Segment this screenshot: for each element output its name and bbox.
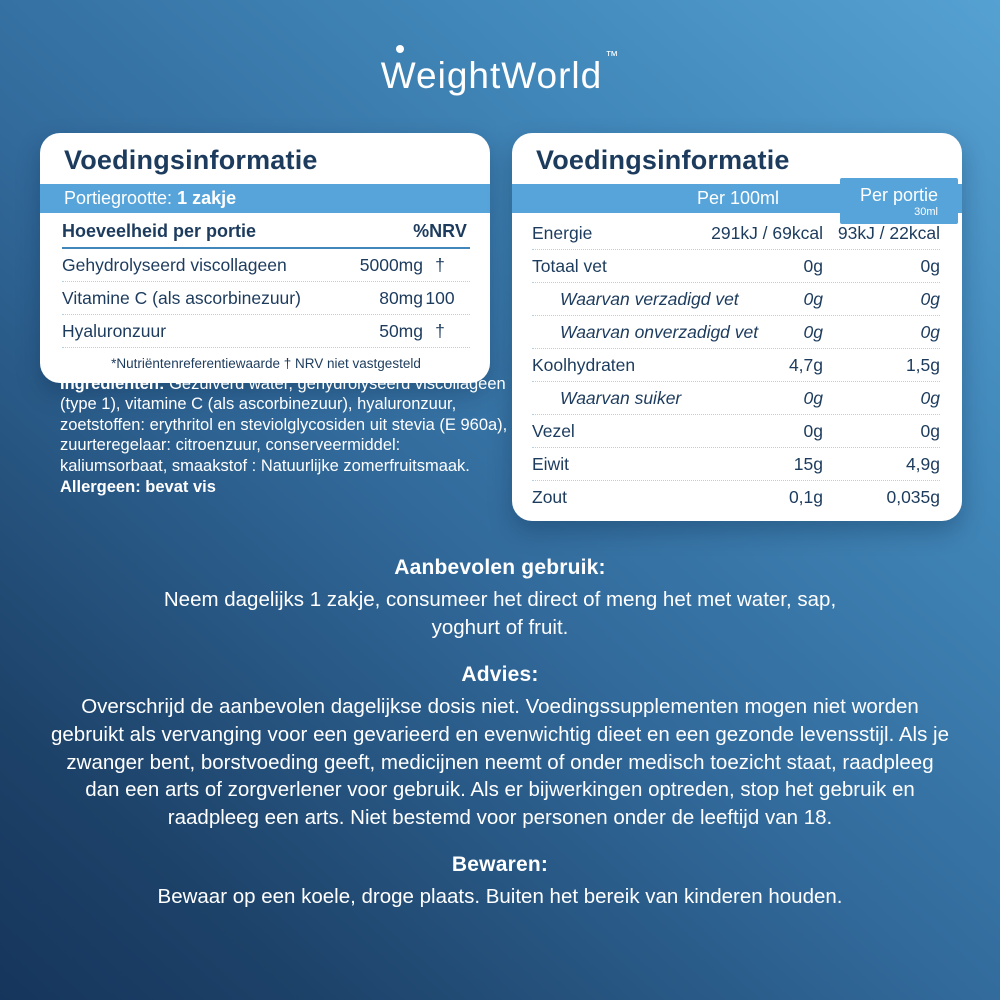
section-body: Neem dagelijks 1 zakje, consumeer het direct of meng het met water, sap, yoghurt of fruit.	[163, 588, 837, 639]
info-section	[40, 663, 960, 832]
serving-size-label: Portiegrootte:	[64, 188, 173, 208]
nutrition-name: Totaal vet	[532, 255, 607, 276]
value-per-100ml: 0,1g	[788, 486, 823, 507]
nutrient-amount: 50mg	[379, 320, 423, 341]
value-per-portion: 0g	[920, 255, 940, 276]
brand-wordmark	[381, 48, 619, 97]
nutrition-row	[532, 349, 940, 382]
right-nutrition-table	[512, 215, 962, 521]
nutrient-row	[62, 282, 470, 315]
section-heading: Bewaren:	[451, 853, 549, 877]
nutrition-row	[532, 283, 940, 316]
nrv-footnote: *Nutriëntenreferentiewaarde † NRV niet vastgesteld	[111, 356, 421, 371]
logo-person-dot-icon	[396, 45, 404, 53]
info-section	[40, 556, 960, 642]
value-per-portion: 0g	[920, 420, 940, 441]
nutrient-row	[62, 315, 470, 348]
usage-info-sections	[40, 556, 960, 932]
nutrition-name: Koolhydraten	[532, 354, 636, 375]
nrv-header: %NRV	[413, 221, 467, 241]
serving-size-bar	[40, 184, 490, 213]
allergen-statement: Allergeen: bevat vis	[60, 478, 216, 497]
nutrition-name: Waarvan verzadigd vet	[560, 288, 739, 309]
nutrition-row	[532, 481, 940, 513]
section-body: Overschrijd de aanbevolen dagelijkse dosis niet. Voedingssupplementen mogen niet worden gebruikt als vervanging voor een gevarieerd en evenwichtig dieet en een gezonde levensstijl. Als je zwanger bent, borstvoeding geeft, medicijnen neemt of onder medisch toezicht staat, raadpleeg dan een arts of zorgverlener voor gebruik. Als er bijwerkingen optreden, stop het gebruik en raadpleeg een arts. Niet bestemd voor personen onder de leeftijd van 18.	[50, 694, 949, 830]
nutrient-name: Gehydrolyseerd viscollageen	[62, 254, 287, 275]
nutrition-name: Zout	[532, 486, 568, 507]
ingredients-label: Ingrediënten:	[60, 375, 165, 393]
nutrition-row	[532, 415, 940, 448]
nutrition-row	[532, 250, 940, 283]
value-per-portion: 0g	[920, 387, 940, 408]
nutrition-panel-per-serving	[40, 133, 490, 383]
value-per-100ml: 0g	[803, 288, 823, 309]
nutrition-row	[532, 316, 940, 349]
value-per-100ml: 291kJ / 69kcal	[711, 222, 823, 243]
nutrient-name: Vitamine C (als ascorbinezuur)	[62, 287, 301, 308]
nutrition-row	[532, 448, 940, 481]
section-heading: Aanbevolen gebruik:	[394, 556, 606, 579]
value-per-100ml: 0g	[803, 420, 823, 441]
brand-logo	[0, 48, 1000, 97]
nutrition-row	[532, 382, 940, 415]
nutrient-nrv: †	[435, 254, 445, 275]
right-table-header-bar	[512, 184, 962, 218]
brand-name: WeightWorld	[380, 55, 603, 96]
section-heading: Advies:	[461, 662, 539, 686]
nutrient-name: Hyaluronzuur	[62, 320, 167, 341]
value-per-portion: 0g	[920, 321, 940, 342]
left-rows-container	[62, 249, 470, 348]
value-per-100ml: 15g	[793, 453, 823, 474]
value-per-100ml: 0g	[803, 321, 823, 342]
amount-per-serving-header: Hoeveelheid per portie	[62, 221, 257, 241]
nutrition-panel-per-100ml	[512, 133, 962, 521]
per-portion-header: Per portie	[859, 185, 939, 205]
nutrition-name: Vezel	[532, 420, 575, 441]
value-per-100ml: 4,7g	[788, 354, 823, 375]
value-per-portion: 0g	[920, 288, 940, 309]
per-100ml-header: Per 100ml	[696, 188, 780, 208]
left-table-header	[62, 213, 470, 249]
nutrient-amount: 5000mg	[359, 254, 423, 275]
nutrient-row	[62, 249, 470, 282]
value-per-portion: 4,9g	[905, 453, 940, 474]
right-rows-container	[532, 217, 940, 513]
info-section	[40, 853, 960, 911]
ingredients-text	[60, 374, 508, 476]
nutrition-row	[532, 217, 940, 250]
value-per-100ml: 0g	[803, 387, 823, 408]
value-per-portion: 93kJ / 22kcal	[837, 222, 940, 243]
nutrient-nrv: †	[435, 320, 445, 341]
value-per-portion: 1,5g	[905, 354, 940, 375]
nutrition-name: Waarvan onverzadigd vet	[560, 321, 759, 342]
ingredients-list: Gezuiverd water, gehydrolyseerd viscollageen (type 1), vitamine C (als ascorbinezuur), hyaluronzuur, zoetstoffen: erythritol en steviolglycosiden uit stevia (E 960a), zuurteregelaar: citroenzuur, conserveermiddel: kaliumsorbaat, smaakstof : Natuurlijke zomerfruitsmaak.	[60, 375, 508, 475]
left-panel-title: Voedingsinformatie	[64, 145, 318, 175]
nutrient-nrv: 100	[425, 287, 455, 308]
nutrition-name: Waarvan suiker	[560, 387, 682, 408]
value-per-100ml: 0g	[803, 255, 823, 276]
section-body: Bewaar op een koele, droge plaats. Buiten het bereik van kinderen houden.	[157, 885, 843, 909]
serving-size-value: 1 zakje	[177, 188, 237, 208]
nutrition-name: Energie	[532, 222, 593, 243]
left-nutrition-table	[40, 213, 490, 383]
right-panel-title: Voedingsinformatie	[536, 145, 790, 175]
nutrient-amount: 80mg	[379, 287, 423, 308]
nutrition-name: Eiwit	[532, 453, 569, 474]
value-per-portion: 0,035g	[886, 486, 940, 507]
trademark-symbol: ™	[605, 48, 620, 63]
portion-size-note: 30ml	[914, 206, 938, 218]
ingredients-block	[60, 374, 508, 498]
